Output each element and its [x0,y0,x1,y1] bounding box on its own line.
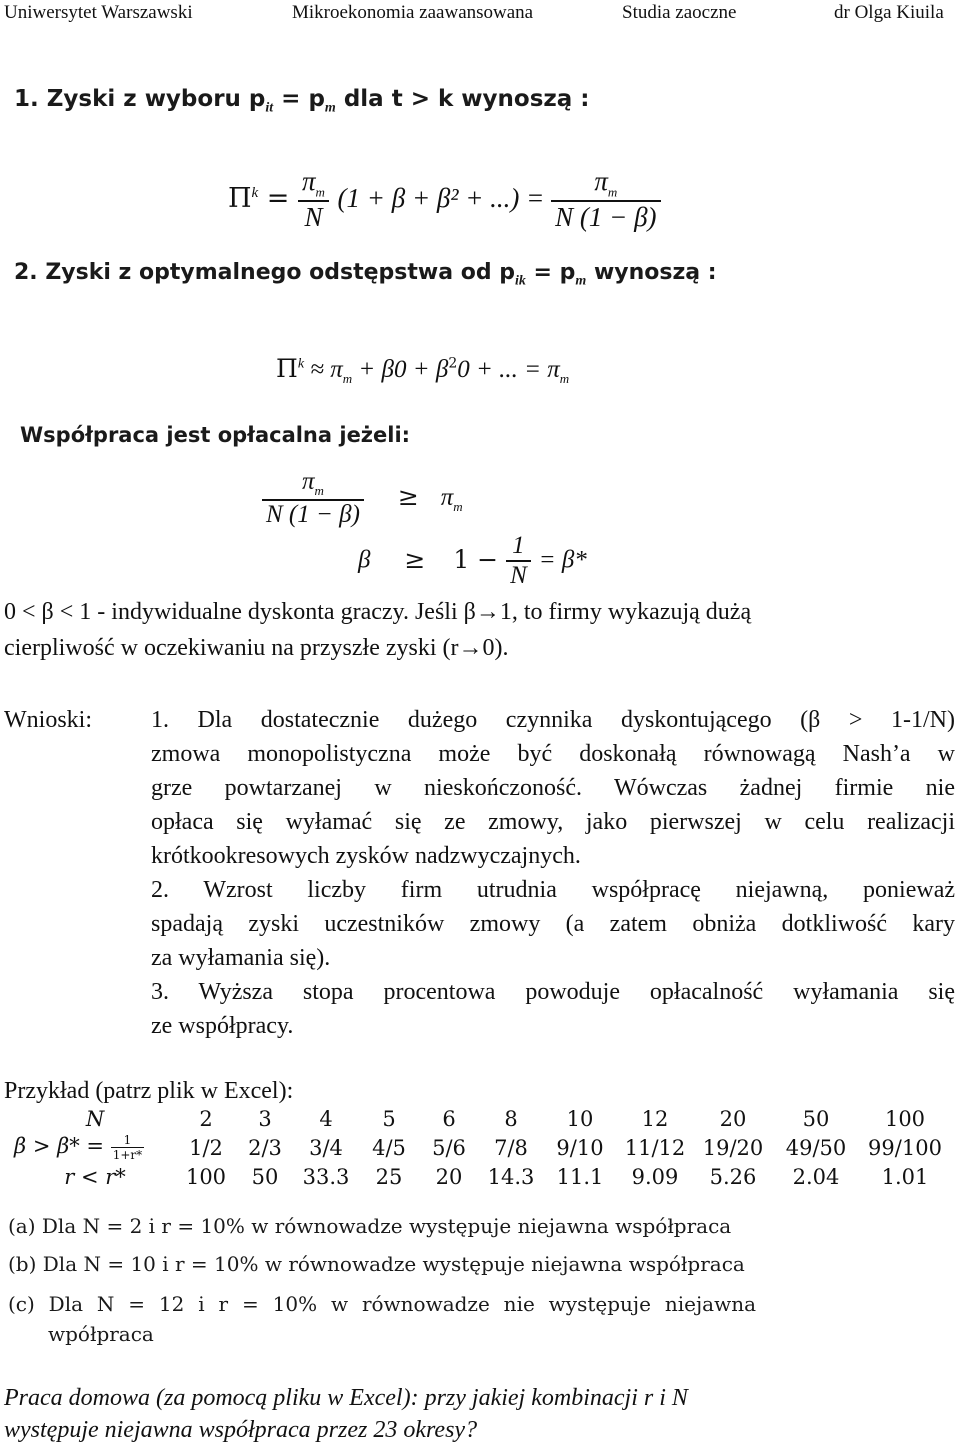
table-cell: 25 [375,1164,403,1189]
table-cell: 5 [382,1106,396,1131]
table-cell: 20 [435,1164,463,1189]
row-label-n: N [85,1106,105,1131]
table-cell: 1.01 [881,1164,929,1189]
conclusion-3-line-2: ze współpracy. [151,1013,294,1039]
table-cell: 8 [504,1106,518,1131]
conclusion-2-line-3: za wyłamania się). [151,945,331,971]
row-label-r: r < r* [64,1164,126,1189]
inequality-1: $\frac{\pi_m}{N (1 - \beta)}$ ≥ $\pi_m$ [262,468,463,529]
example-table [14,1104,950,1191]
table-cell: 33.3 [302,1164,350,1189]
conclusion-1-line-1: 1. Dla dostatecznie dużego czynnika dyskontującego (β > 1-1/N) [151,707,955,733]
table-cell: 2.04 [792,1164,840,1189]
table-cell: 2/3 [248,1135,282,1160]
table-row-beta [14,1133,950,1162]
discount-text-line-2: cierpliwość w oczekiwaniu na przyszłe zyski (r→0). [4,635,509,661]
inequality-2: β ≥ 1 − $\frac{1}{N}$ = β* [358,532,587,589]
table-row-n [14,1104,950,1133]
table-cell: 99/100 [868,1135,942,1160]
conclusion-2-line-1: 2. Wzrost liczby firm utrudnia współpracę niejawną, ponieważ [151,877,955,903]
homework-line-2: występuje niejawna współpraca przez 23 okresy? [4,1417,478,1443]
table-cell: 100 [185,1164,227,1189]
table-cell: 2 [199,1106,213,1131]
table-cell: 5/6 [432,1135,466,1160]
conclusions-label: Wnioski: [4,707,92,733]
header-mode: Studia zaoczne [622,2,737,23]
table-cell: 10 [566,1106,594,1131]
table-cell: 12 [641,1106,669,1131]
conclusion-1-line-4: opłaca się wyłamać się ze zmowy, jako pierwszej w celu realizacji [151,809,955,835]
case-c-line-1: (c) Dla N = 12 i r = 10% w równowadze nie występuje niejawna [8,1292,756,1316]
table-cell: 50 [251,1164,279,1189]
header-lecturer: dr Olga Kiuila [834,2,944,23]
conclusion-2-line-2: spadają zyski uczestników zmowy (a zatem obniża dotkliwość kary [151,911,955,937]
conclusion-1-line-2: zmowa monopolistyczna może być doskonałą równowagą Nash’a w [151,741,955,767]
table-cell: 5.26 [709,1164,757,1189]
equation-2: $\Pi^k \approx \pi_m + \beta 0 + \beta^20$ + ... = $\pi_m$ [276,354,570,386]
case-b: (b) Dla N = 10 i r = 10% w równowadze występuje niejawna współpraca [8,1252,745,1276]
table-cell: 14.3 [487,1164,535,1189]
homework-line-1: Praca domowa (za pomocą pliku w Excel): przy jakiej kombinacji r i N [4,1385,688,1411]
case-a: (a) Dla N = 2 i r = 10% w równowadze występuje niejawna współpraca [8,1214,732,1238]
table-cell: 7/8 [494,1135,528,1160]
table-cell: 4 [319,1106,333,1131]
table-cell: 1/2 [189,1135,223,1160]
table-cell: 9.09 [631,1164,679,1189]
row-label-beta: β > β* = $\frac{1}{1+r*}$ [14,1133,143,1162]
table-cell: 11/12 [624,1135,686,1160]
conclusion-1-line-3: grze powtarzanej w nieskończoność. Wówczas żadnej firmie nie [151,775,955,801]
table-cell: 4/5 [372,1135,406,1160]
conclusion-3-line-1: 3. Wyższa stopa procentowa powoduje opłacalność wyłamania się [151,979,955,1005]
table-cell: 6 [442,1106,456,1131]
cooperation-heading: Współpraca jest opłacalna jeżeli: [20,423,411,447]
discount-text-line-1: 0 < β < 1 - indywidualne dyskonta graczy. Jeśli β→1, to firmy wykazują dużą [4,599,752,625]
table-cell: 3 [258,1106,272,1131]
table-cell: 49/50 [785,1135,847,1160]
table-cell: 3/4 [309,1135,343,1160]
table-row-r [14,1162,950,1191]
table-cell: 9/10 [556,1135,604,1160]
conclusion-1-line-5: krótkookresowych zysków nadzwyczajnych. [151,843,581,869]
example-label: Przykład (patrz plik w Excel): [4,1078,294,1104]
conclusions-list [151,703,955,1043]
item1-heading: 1. Zyski z wyboru $p_{it} = p_m$ dla t > k wynoszą : [14,86,590,116]
table-cell: 20 [719,1106,747,1131]
table-cell: 50 [802,1106,830,1131]
header-university: Uniwersytet Warszawski [4,2,193,23]
case-c-line-2: wpółpraca [48,1322,154,1346]
fraction-pi-over-n: $\frac{\pi_m}{N}$ [298,166,329,233]
table-cell: 11.1 [556,1164,604,1189]
table-cell: 100 [884,1106,926,1131]
fraction-pi-over-n-one-minus-beta: $\frac{\pi_m}{N (1 - \beta)}$ [551,166,660,233]
table-cell: 19/20 [702,1135,764,1160]
equation-1: $\Pi^k$ = $\frac{\pi_m}{N}$ (1 + β + β² + ...) = $\frac{\pi_m}{N (1 - \beta)}$ [228,166,661,233]
item2-heading: 2. Zyski z optymalnego odstępstwa od $p_{ik} = p_m$ wynoszą : [14,260,717,289]
header-course: Mikroekonomia zaawansowana [292,2,534,23]
